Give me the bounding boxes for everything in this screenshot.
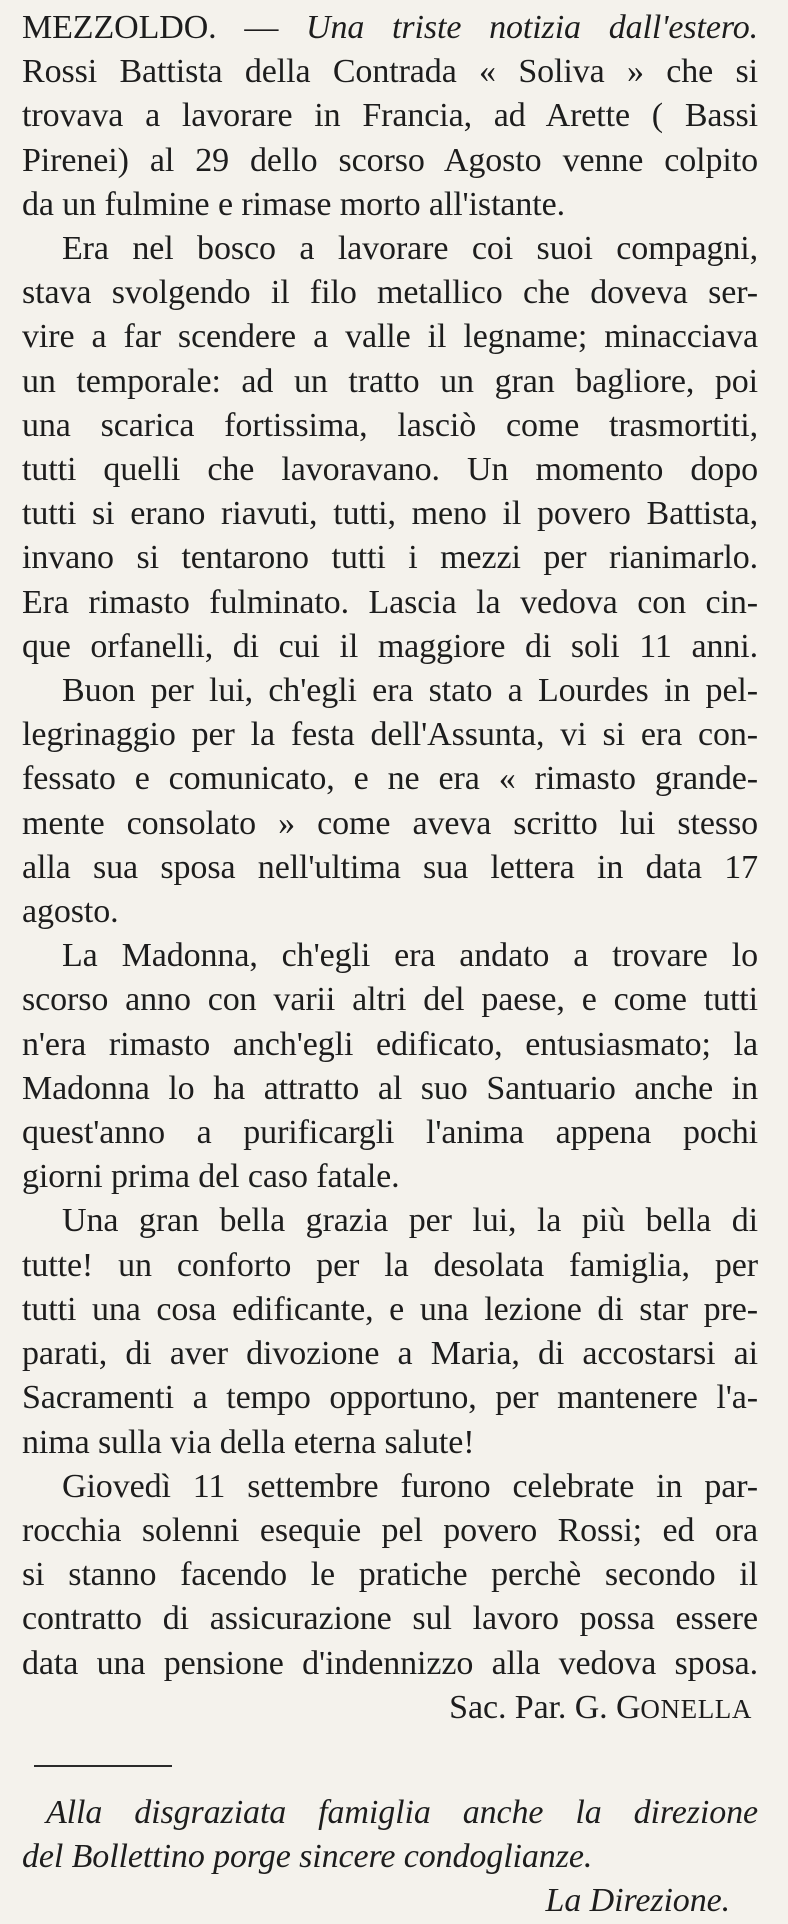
article-line: tutti si erano riavuti, tutti, meno il povero Battista,	[22, 495, 758, 533]
article-line: Era rimasto fulminato. Lascia la vedova con cin-	[22, 583, 758, 621]
article-line: stava svolgendo il filo metallico che doveva ser-	[22, 274, 758, 312]
article-line: que orfanelli, di cui il maggiore di soli 11 anni.	[22, 627, 758, 665]
article-line: Madonna lo ha attratto al suo Santuario anche in	[22, 1069, 758, 1107]
article-body	[22, 50, 758, 1686]
heading-title: Una triste notizia dall'estero.	[306, 9, 758, 46]
signature-smallcaps: ONELLA	[640, 1693, 752, 1724]
article-line: agosto.	[22, 893, 119, 931]
article-line: Una gran bella grazia per lui, la più bella di	[62, 1202, 758, 1240]
article-line: La Madonna, ch'egli era andato a trovare lo	[62, 937, 758, 975]
editorial-note	[22, 1791, 758, 1924]
separator-rule	[34, 1765, 172, 1767]
article-line: contratto di assicurazione sul lavoro possa essere	[22, 1600, 758, 1638]
article-heading	[22, 6, 758, 50]
article-line: Sacramenti a tempo opportuno, per mantenere l'a-	[22, 1379, 758, 1417]
article-line: si stanno facendo le pratiche perchè secondo il	[22, 1556, 758, 1594]
signature-prefix: Sac. Par. G. G	[449, 1688, 641, 1726]
signature	[22, 1686, 758, 1731]
article-line: data una pensione d'indennizzo alla vedova sposa.	[22, 1644, 758, 1682]
article-line: alla sua sposa nell'ultima sua lettera in data 17	[22, 848, 758, 886]
article-line: Era nel bosco a lavorare coi suoi compagni,	[62, 230, 758, 268]
article-line: scorso anno con varii altri del paese, e come tutti	[22, 981, 758, 1019]
article-line: Giovedì 11 settembre furono celebrate in par-	[62, 1467, 758, 1505]
article-line: giorni prima del caso fatale.	[22, 1158, 400, 1196]
article-line: parati, di aver divozione a Maria, di accostarsi ai	[22, 1335, 758, 1373]
article-line: Rossi Battista della Contrada « Soliva » che si	[22, 53, 758, 91]
editorial-note-line-2: del Bollettino porge sincere condoglianze.	[22, 1838, 593, 1876]
heading-dash: —	[216, 9, 306, 46]
article-line: invano si tentarono tutti i mezzi per rianimarlo.	[22, 539, 758, 577]
article-line: Buon per lui, ch'egli era stato a Lourdes in pel-	[62, 672, 758, 710]
article-line: tutti una cosa edificante, e una lezione di star pre-	[22, 1290, 758, 1328]
article-line: legrinaggio per la festa dell'Assunta, vi si era con-	[22, 716, 758, 754]
article-line: trovava a lavorare in Francia, ad Arette ( Bassi	[22, 97, 758, 135]
editorial-signoff: La Direzione.	[545, 1882, 730, 1920]
article-line: mente consolato » come aveva scritto lui stesso	[22, 804, 758, 842]
article-line: rocchia solenni esequie pel povero Rossi; ed ora	[22, 1511, 758, 1549]
article-line: n'era rimasto anch'egli edificato, entusiasmato; la	[22, 1025, 758, 1063]
article-line: da un fulmine e rimase morto all'istante.	[22, 185, 566, 223]
heading-place: MEZZOLDO.	[22, 9, 217, 46]
article-line: un temporale: ad un tratto un gran bagliore, poi	[22, 362, 758, 400]
article-line: fessato e comunicato, e ne era « rimasto grande-	[22, 760, 758, 798]
editorial-note-line-1: Alla disgraziata famiglia anche la direzione	[46, 1793, 758, 1831]
article-line: tutti quelli che lavoravano. Un momento dopo	[22, 451, 758, 489]
article-line: quest'anno a purificargli l'anima appena pochi	[22, 1114, 758, 1152]
article-line: nima sulla via della eterna salute!	[22, 1423, 475, 1461]
article-line: una scarica fortissima, lasciò come trasmortiti,	[22, 406, 758, 444]
article-line: Pirenei) al 29 dello scorso Agosto venne colpito	[22, 141, 758, 179]
article-line: vire a far scendere a valle il legname; minacciava	[22, 318, 758, 356]
article-line: tutte! un conforto per la desolata famiglia, per	[22, 1246, 758, 1284]
